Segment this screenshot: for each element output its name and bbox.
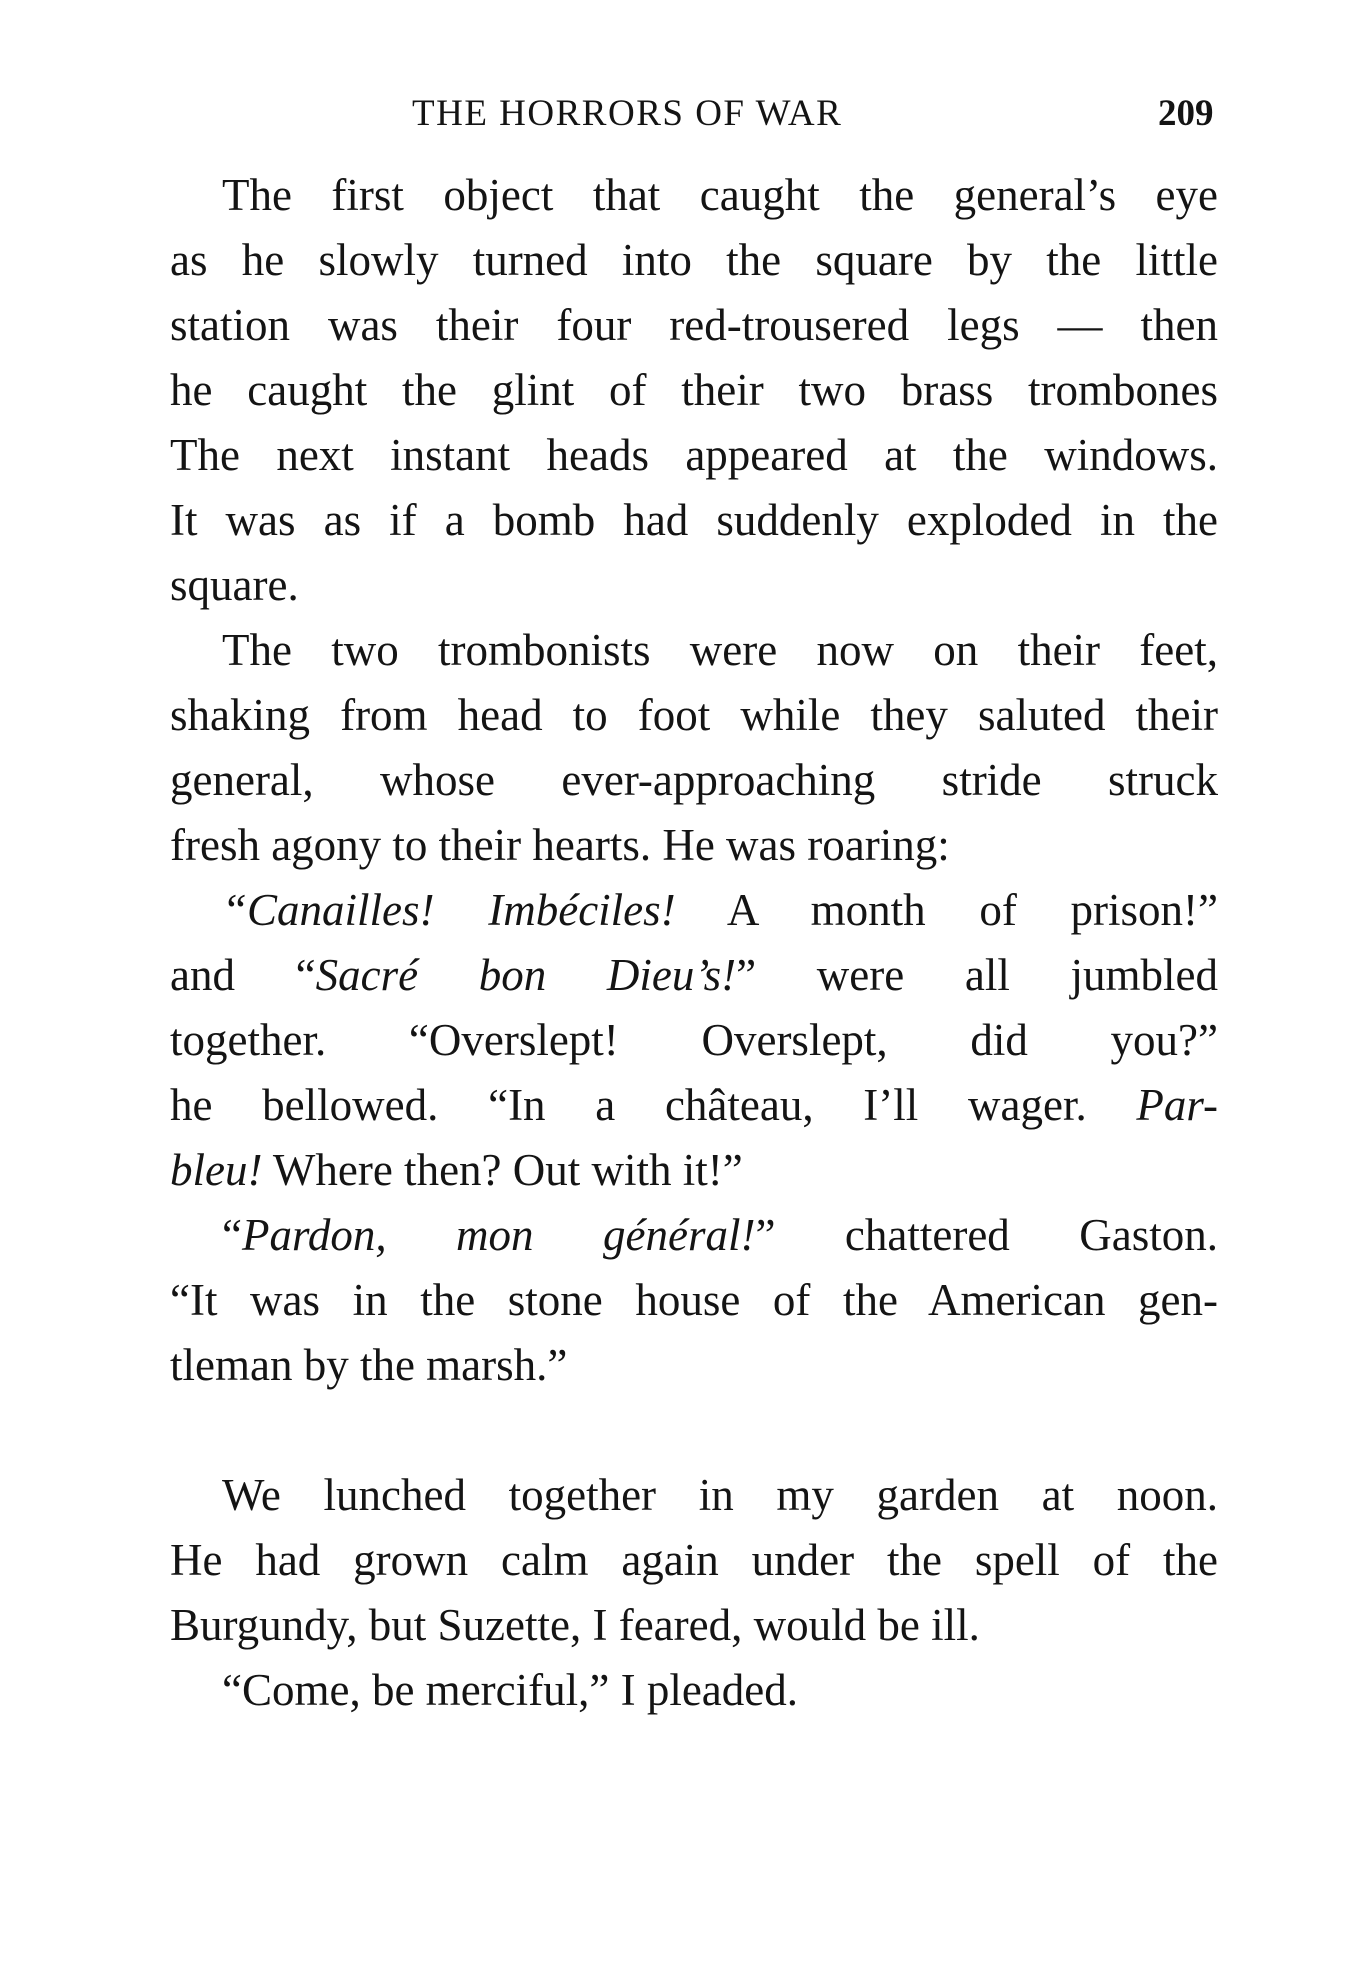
text-line: He had grown calm again under the spell of the <box>170 1535 1218 1585</box>
text-line: he caught the glint of their two brass trombones <box>170 365 1218 415</box>
body-text <box>170 163 1218 1723</box>
italic-text: bleu! <box>170 1145 263 1195</box>
paragraph-4 <box>170 1203 1218 1398</box>
text-line: It was as if a bomb had suddenly exploded in the <box>170 495 1218 545</box>
text-line: We lunched together in my garden at noon. <box>222 1470 1218 1520</box>
text-segment: ” chattered Gaston. <box>755 1210 1219 1260</box>
text-line: shaking from head to foot while they saluted their <box>170 690 1218 740</box>
text-line: The two trombonists were now on their feet, <box>222 625 1218 675</box>
text-line: square. <box>170 560 299 610</box>
italic-text: Pardon, mon général! <box>241 1210 756 1260</box>
text-line: “Come, be merciful,” I pleaded. <box>222 1665 798 1715</box>
text-line: general, whose ever-approaching stride struck <box>170 755 1218 805</box>
text-segment: and “ <box>170 950 316 1000</box>
text-line <box>170 1073 1218 1138</box>
text-line: station was their four red-trousered legs — then <box>170 300 1218 350</box>
italic-text: Par- <box>1136 1080 1218 1130</box>
text-line <box>170 1138 1218 1203</box>
running-title: THE HORRORS OF WAR <box>412 93 843 134</box>
text-line <box>170 1203 1218 1268</box>
text-line: Burgundy, but Suzette, I feared, would be ill. <box>170 1600 980 1650</box>
text-line <box>170 943 1218 1008</box>
text-segment: he bellowed. “In a château, I’ll wager. <box>170 1080 1137 1130</box>
text-segment: Where then? Out with it!” <box>262 1145 743 1195</box>
text-line: The next instant heads appeared at the windows. <box>170 430 1218 480</box>
italic-text: “Canailles! Imbéciles! <box>222 885 676 935</box>
text-segment: ” were all jumbled <box>736 950 1218 1000</box>
text-line: as he slowly turned into the square by the little <box>170 235 1218 285</box>
text-line: together. “Overslept! Overslept, did you?” <box>170 1015 1218 1065</box>
paragraph-3 <box>170 878 1218 1203</box>
text-segment: A month of prison!” <box>675 885 1218 935</box>
text-line: “It was in the stone house of the American gen- <box>170 1275 1218 1325</box>
page-number: 209 <box>1158 93 1214 134</box>
running-head <box>0 92 1357 142</box>
text-segment: “ <box>222 1210 242 1260</box>
text-line: tleman by the marsh.” <box>170 1340 568 1390</box>
paragraph-5 <box>170 1463 1218 1658</box>
paragraph-6 <box>170 1658 1218 1723</box>
text-line: The first object that caught the general’s eye <box>222 170 1218 220</box>
text-line <box>170 878 1218 943</box>
italic-text: Sacré bon Dieu’s! <box>315 950 737 1000</box>
paragraph-1 <box>170 163 1218 618</box>
text-line: fresh agony to their hearts. He was roaring: <box>170 820 950 870</box>
paragraph-2 <box>170 618 1218 878</box>
